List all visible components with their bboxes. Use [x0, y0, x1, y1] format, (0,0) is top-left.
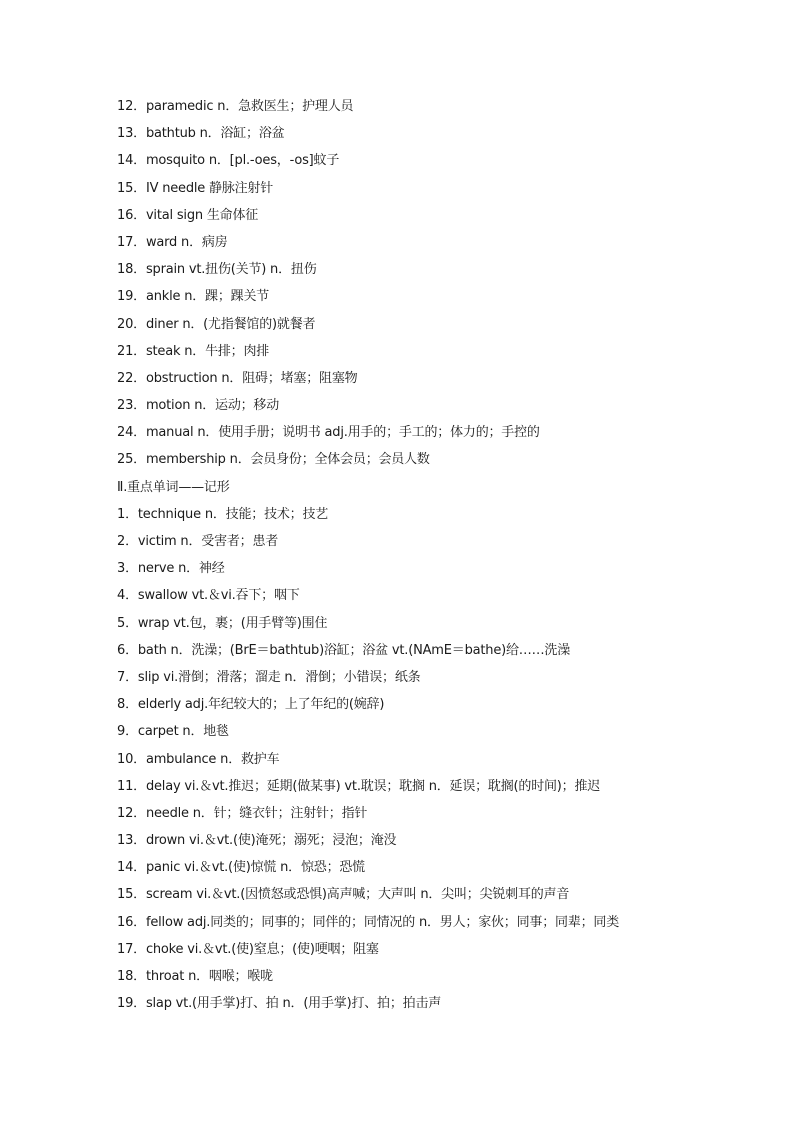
- vocab-entry-panic: 14．panic vi.＆vt.(使)惊慌 n．惊恐；恐慌: [117, 860, 365, 876]
- section-heading: Ⅱ.重点单词——记形: [117, 479, 230, 495]
- vocab-entry-fellow: 16．fellow adj.同类的；同事的；同伴的；同情况的 n．男人；家伙；同事；同辈；同类: [117, 914, 619, 930]
- vocab-entry-choke: 17．choke vi.＆vt.(使)窒息；(使)哽咽；阻塞: [117, 941, 379, 957]
- vocab-entry-membership: 25．membership n．会员身份；全体会员；会员人数: [117, 452, 430, 468]
- vocab-entry-bath: 6．bath n．洗澡；(BrE＝bathtub)浴缸；浴盆 vt.(NAmE＝bathe)给……洗澡: [117, 642, 571, 658]
- vocab-entry-needle: 12．needle n．针；缝衣针；注射针；指针: [117, 805, 368, 821]
- vocab-entry-wrap: 5．wrap vt.包，裹；(用手臂等)围住: [117, 615, 328, 631]
- vocab-entry-diner: 20．diner n．(尤指餐馆的)就餐者: [117, 316, 316, 332]
- vocab-entry-obstruction: 22．obstruction n．阻碍；堵塞；阻塞物: [117, 370, 358, 386]
- vocab-entry-technique: 1．technique n．技能；技术；技艺: [117, 506, 329, 522]
- vocab-entry-nerve: 3．nerve n．神经: [117, 561, 225, 577]
- vocab-entry-mosquito: 14．mosquito n．[pl.-oes，-os]蚊子: [117, 153, 340, 169]
- vocab-entry-paramedic: 12．paramedic n．急救医生；护理人员: [117, 99, 354, 114]
- vocab-entry-ambulance: 10．ambulance n．救护车: [117, 751, 280, 767]
- vocab-entry-iv-needle: 15．IV needle 静脉注射针: [117, 180, 274, 196]
- vocab-entry-bathtub: 13．bathtub n．浴缸；浴盆: [117, 126, 285, 142]
- vocabulary-list: [117, 93, 757, 1017]
- vocab-entry-slap: 19．slap vt.(用手掌)打、拍 n．(用手掌)打、拍；拍击声: [117, 996, 442, 1012]
- vocab-entry-carpet: 9．carpet n．地毯: [117, 724, 229, 740]
- vocab-entry-manual: 24．manual n．使用手册；说明书 adj.用手的；手工的；体力的；手控的: [117, 425, 540, 441]
- vocab-entry-ward: 17．ward n．病房: [117, 234, 228, 250]
- vocab-entry-victim: 2．victim n．受害者；患者: [117, 534, 279, 549]
- vocab-entry-swallow: 4．swallow vt.＆vi.吞下；咽下: [117, 588, 300, 604]
- vocab-entry-scream: 15．scream vi.＆vt.(因愤怒或恐惧)高声喊；大声叫 n．尖叫；尖锐刺耳的声音: [117, 887, 570, 903]
- vocab-entry-vital-sign: 16．vital sign 生命体征: [117, 207, 259, 223]
- vocab-entry-elderly: 8．elderly adj.年纪较大的；上了年纪的(婉辞): [117, 697, 385, 713]
- vocab-entry-motion: 23．motion n．运动；移动: [117, 398, 280, 414]
- vocab-entry-slip: 7．slip vi.滑倒；滑落；溜走 n．滑倒；小错误；纸条: [117, 669, 421, 685]
- vocab-entry-throat: 18．throat n．咽喉；喉咙: [117, 969, 273, 984]
- vocab-entry-steak: 21．steak n．牛排；肉排: [117, 343, 270, 359]
- vocab-entry-drown: 13．drown vi.＆vt.(使)淹死；溺死；浸泡；淹没: [117, 833, 397, 849]
- vocab-entry-delay: 11．delay vi.＆vt.推迟；延期(做某事) vt.耽误；耽搁 n．延误；耽搁(的时间)；推迟: [117, 778, 601, 794]
- vocab-entry-sprain: 18．sprain vt.扭伤(关节) n．扭伤: [117, 262, 317, 278]
- vocab-entry-ankle: 19．ankle n．踝；踝关节: [117, 289, 270, 305]
